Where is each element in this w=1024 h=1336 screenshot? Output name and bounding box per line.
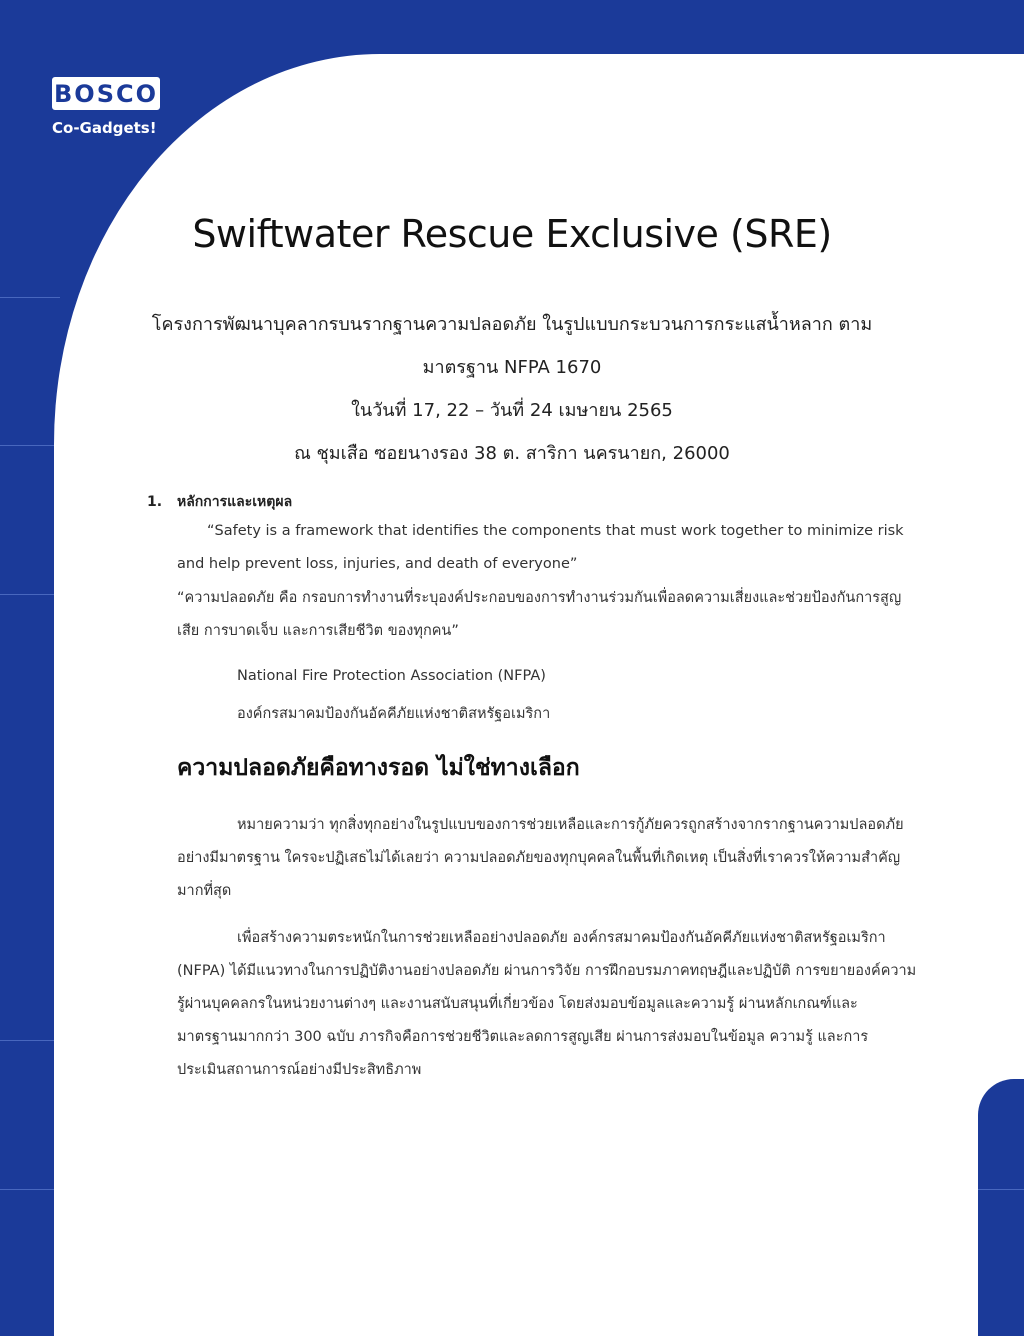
- section-1-heading: [147, 491, 292, 513]
- subtitle-line-2: มาตรฐาน NFPA 1670: [422, 357, 602, 378]
- divider-line: [0, 297, 60, 298]
- source-english: National Fire Protection Association (NFPA): [237, 668, 546, 684]
- quote-english: “Safety is a framework that identifies the components that must work together to minimize risk and help prevent loss, injuries, and death of everyone”: [177, 523, 904, 572]
- section-2-heading: ความปลอดภัยคือทางรอด ไม่ใช่ทางเลือก: [177, 755, 580, 781]
- divider-line: [0, 594, 54, 595]
- event-location: ณ ชุมเสือ ซอยนางรอง 38 ต. สาริกา นครนายก, 26000: [294, 443, 730, 464]
- page-title: Swiftwater Rescue Exclusive (SRE): [192, 212, 832, 256]
- section-title: หลักการและเหตุผล: [177, 494, 293, 510]
- divider-line: [0, 1040, 54, 1041]
- event-dates: ในวันที่ 17, 22 – วันที่ 24 เมษายน 2565: [351, 400, 673, 421]
- divider-line: [0, 1189, 54, 1190]
- quote-thai: “ความปลอดภัย คือ กรอบการทำงานที่ระบุองค์ประกอบของการทำงานร่วมกันเพื่อลดความเสี่ยงและช่วยป้องกันการสูญเสีย การบาดเจ็บ และการเสียชีวิต ของทุกคน”: [177, 590, 902, 639]
- source-thai: องค์กรสมาคมป้องกันอัคคีภัยแห่งชาติสหรัฐอเมริกา: [237, 706, 551, 722]
- divider-line: [978, 1189, 1024, 1190]
- paragraph-1: หมายความว่า ทุกสิ่งทุกอย่างในรูปแบบของการช่วยเหลือและการกู้ภัยควรถูกสร้างจากรากฐานความปลอดภัยอย่างมีมาตรฐาน ใครจะปฏิเสธไม่ได้เลยว่า ความปลอดภัยของทุกบุคคลในพื้นที่เกิดเหตุ เป็นสิ่งที่เราควรให้ความสำคัญมากที่สุด: [177, 817, 904, 899]
- bosco-logo: [52, 77, 160, 137]
- logo-tagline: Co-Gadgets!: [52, 119, 157, 137]
- divider-line: [0, 445, 54, 446]
- right-decor-bar: [978, 1079, 1024, 1336]
- subtitle-line-1: โครงการพัฒนาบุคลากรบนรากฐานความปลอดภัย ในรูปแบบกระบวนการกระแสน้ำหลาก ตาม: [151, 314, 873, 335]
- logo-wordmark: BOSCO: [52, 77, 160, 110]
- section-number: 1.: [147, 494, 163, 510]
- paragraph-2: เพื่อสร้างความตระหนักในการช่วยเหลืออย่างปลอดภัย องค์กรสมาคมป้องกันอัคคีภัยแห่งชาติสหรัฐอเมริกา (NFPA) ได้มีแนวทางในการปฏิบัติงานอย่างปลอดภัย ผ่านการวิจัย การฝึกอบรมภาคทฤษฎีและปฏิบัติ การขยายองค์ความรู้ผ่านบุคคลกรในหน่วยงานต่างๆ และงานสนับสนุนที่เกี่ยวข้อง โดยส่งมอบข้อมูลและความรู้ ผ่านหลักเกณฑ์และมาตรฐานมากกว่า 300 ฉบับ ภารกิจคือการช่วยชีวิตและลดการสูญเสีย ผ่านการส่งมอบในข้อมูล ความรู้ และการประเมินสถานการณ์อย่างมีประสิทธิภาพ: [177, 930, 917, 1078]
